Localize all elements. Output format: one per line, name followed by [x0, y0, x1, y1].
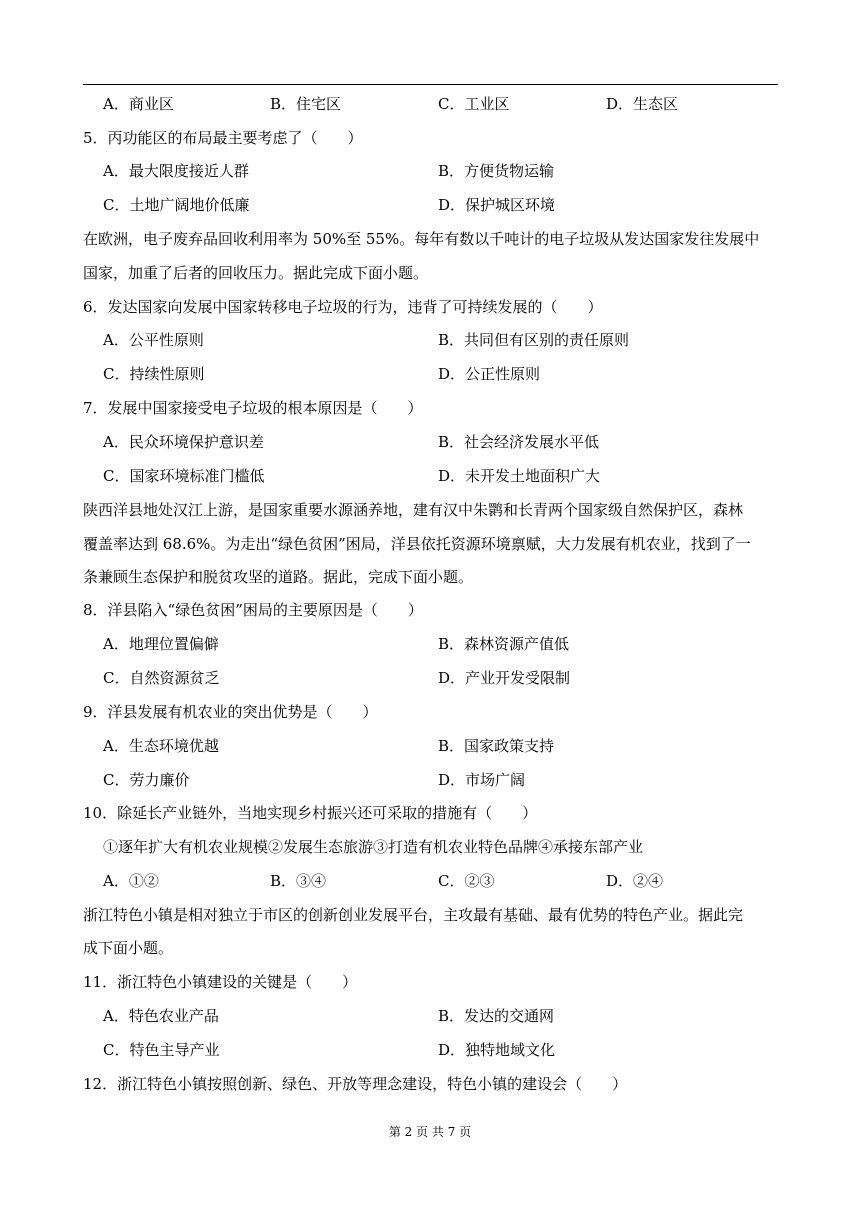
page-footer: 第 2 页 共 7 页 — [388, 1125, 472, 1139]
header-rule — [83, 84, 778, 85]
q5-option-b: B．方便货物运输 — [438, 162, 555, 180]
q11-option-b: B．发达的交通网 — [438, 1007, 555, 1025]
passage-2-line-3: 条兼顾生态保护和脱贫攻坚的道路。据此，完成下面小题。 — [83, 568, 474, 586]
q11-option-c: C．特色主导产业 — [103, 1041, 220, 1059]
q7-option-b: B．社会经济发展水平低 — [438, 433, 600, 451]
passage-3-line-1: 浙江特色小镇是相对独立于市区的创新创业发展平台，主攻最有基础、最有优势的特色产业。据此完 — [83, 906, 744, 924]
q5-option-c: C．土地广阔地价低廉 — [103, 196, 250, 214]
q12-stem: 12．浙江特色小镇按照创新、绿色、开放等理念建设，特色小镇的建设会（ ） — [83, 1075, 628, 1093]
q10-stem: 10．除延长产业链外，当地实现乡村振兴还可采取的措施有（ ） — [83, 804, 538, 822]
q7-option-a: A．民众环境保护意识差 — [103, 433, 264, 451]
q10-option-a: A．①② — [103, 872, 159, 890]
q7-option-c: C．国家环境标准门槛低 — [103, 467, 265, 485]
q6-option-a: A．公平性原则 — [103, 331, 204, 349]
q11-stem: 11．浙江特色小镇建设的关键是（ ） — [83, 973, 358, 991]
q6-option-d: D．公正性原则 — [438, 365, 541, 383]
q7-option-d: D．未开发土地面积广大 — [438, 467, 601, 485]
q10-option-c: C．②③ — [438, 872, 495, 890]
q4-option-c: C．工业区 — [438, 95, 510, 113]
q9-stem: 9．洋县发展有机农业的突出优势是（ ） — [83, 703, 378, 721]
q8-stem: 8．洋县陷入“绿色贫困”困局的主要原因是（ ） — [83, 601, 423, 619]
q6-option-c: C．持续性原则 — [103, 365, 205, 383]
q9-option-d: D．市场广阔 — [438, 771, 526, 789]
q6-option-b: B．共同但有区别的责任原则 — [438, 331, 630, 349]
passage-2-line-1: 陕西洋县地处汉江上游，是国家重要水源涵养地，建有汉中朱鹮和长青两个国家级自然保护区，森林 — [83, 501, 744, 519]
q11-option-a: A．特色农业产品 — [103, 1007, 219, 1025]
passage-1-line-1: 在欧洲，电子废弃品回收利用率为 50%至 55%。每年有数以千吨计的电子垃圾从发达国家发往发展中 — [83, 230, 760, 248]
passage-3-line-2: 成下面小题。 — [83, 939, 174, 957]
q8-option-c: C．自然资源贫乏 — [103, 669, 220, 687]
q8-option-b: B．森林资源产值低 — [438, 635, 570, 653]
q7-stem: 7．发展中国家接受电子垃圾的根本原因是（ ） — [83, 399, 423, 417]
q10-items: ①逐年扩大有机农业规模②发展生态旅游③打造有机农业特色品牌④承接东部产业 — [103, 838, 644, 856]
q10-option-b: B．③④ — [270, 872, 327, 890]
q5-option-d: D．保护城区环境 — [438, 196, 556, 214]
q9-option-c: C．劳力廉价 — [103, 771, 190, 789]
q9-option-b: B．国家政策支持 — [438, 737, 555, 755]
q11-option-d: D．独特地域文化 — [438, 1041, 556, 1059]
q6-stem: 6．发达国家向发展中国家转移电子垃圾的行为，违背了可持续发展的（ ） — [83, 298, 603, 316]
q4-option-d: D．生态区 — [606, 95, 679, 113]
q10-option-d: D．②④ — [606, 872, 664, 890]
q9-option-a: A．生态环境优越 — [103, 737, 219, 755]
q5-stem: 5．丙功能区的布局最主要考虑了（ ） — [83, 129, 363, 147]
q8-option-a: A．地理位置偏僻 — [103, 635, 219, 653]
passage-2-line-2: 覆盖率达到 68.6%。为走出“绿色贫困”困局，洋县依托资源环境禀赋，大力发展有机农业，找到了一 — [83, 535, 751, 553]
q4-option-a: A．商业区 — [103, 95, 174, 113]
q4-option-b: B．住宅区 — [270, 95, 342, 113]
passage-1-line-2: 国家，加重了后者的回收压力。据此完成下面小题。 — [83, 264, 429, 282]
q5-option-a: A．最大限度接近人群 — [103, 162, 249, 180]
q8-option-d: D．产业开发受限制 — [438, 669, 571, 687]
